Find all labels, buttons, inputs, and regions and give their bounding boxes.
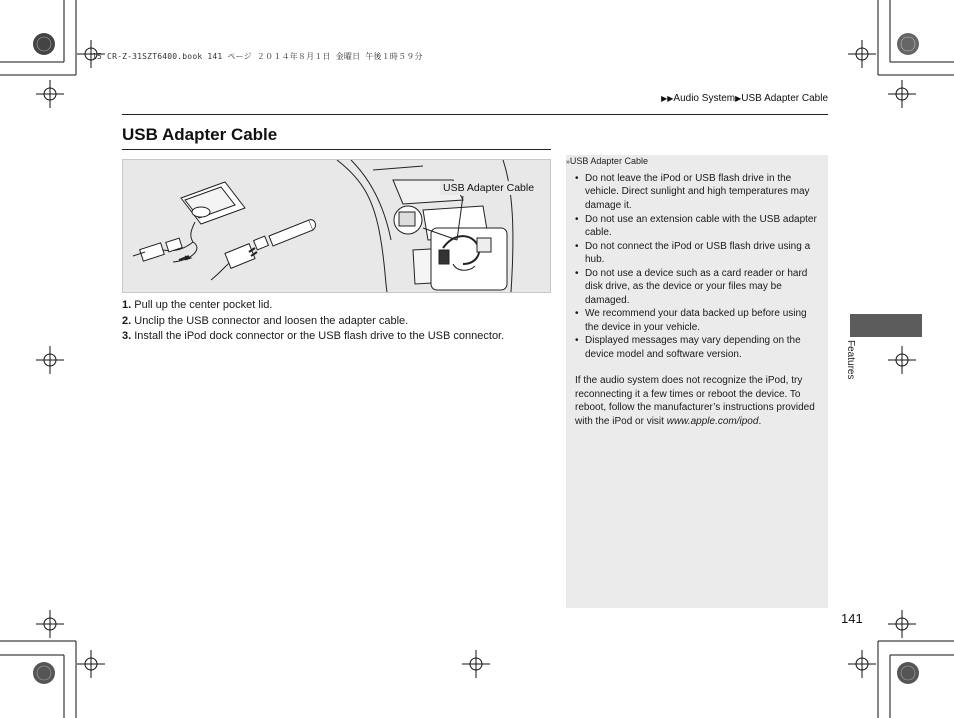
sidebar-bullet-list xyxy=(574,172,820,361)
callout-usb-adapter-cable: USB Adapter Cable xyxy=(440,181,537,195)
list-item: • Do not connect the iPod or USB flash drive using a hub. xyxy=(574,240,820,267)
breadcrumb xyxy=(661,93,828,104)
print-header: 15 CR-Z-31SZT6400.book 141 ページ ２０１４年８月１日 金曜日 午後１時５９分 xyxy=(92,52,423,61)
breadcrumb-separator-icon: ▶ xyxy=(735,94,742,103)
step-1 xyxy=(122,298,552,314)
list-item: • Do not use an extension cable with the USB adapter cable. xyxy=(574,213,820,240)
reference-arrow-icon: » xyxy=(566,159,570,166)
list-item: • Do not use a device such as a card reader or hard disk drive, as the device or your files may be damaged. xyxy=(574,267,820,307)
ipod-icon xyxy=(181,182,245,242)
sidebar-title-text: USB Adapter Cable xyxy=(569,156,648,166)
apple-link[interactable]: www.apple.com/ipod xyxy=(666,415,759,427)
page-number: 141 xyxy=(841,611,863,626)
usb-cable-illustration xyxy=(122,159,551,293)
instruction-steps xyxy=(122,298,552,345)
note-end: . xyxy=(758,415,762,427)
step-text: Pull up the center pocket lid. xyxy=(134,299,273,311)
step-3 xyxy=(122,329,552,345)
step-number: 2. xyxy=(122,314,132,327)
breadcrumb-section[interactable]: Audio System xyxy=(673,93,736,104)
step-2 xyxy=(122,314,552,330)
step-number: 1. xyxy=(122,299,132,311)
breadcrumb-page[interactable]: USB Adapter Cable xyxy=(741,93,828,104)
step-text: Unclip the USB connector and loosen the adapter cable. xyxy=(134,314,409,327)
features-tab-label: Features xyxy=(845,340,856,380)
title-rule xyxy=(122,149,551,150)
illustration-drawing xyxy=(123,160,550,292)
note-text: If the audio system does not recognize the iPod, try reconnecting it a few times or reboot the device. To reboot, follow the manufacturer’s instructions provided with the iPod or visit xyxy=(575,375,815,427)
page-title: USB Adapter Cable xyxy=(122,125,278,144)
list-item: • Do not leave the iPod or USB flash drive in the vehicle. Direct sunlight and high temperatures may damage it. xyxy=(574,172,820,212)
step-number: 3. xyxy=(122,330,132,342)
header-rule xyxy=(122,114,828,115)
step-text: Install the iPod dock connector or the USB flash drive to the USB connector. xyxy=(134,330,505,342)
breadcrumb-arrows-icon: ▶▶ xyxy=(661,94,674,103)
list-item: • Displayed messages may vary depending on the device model and software version. xyxy=(574,334,820,361)
features-tab[interactable] xyxy=(850,314,922,337)
list-item: • We recommend your data backed up before using the device in your vehicle. xyxy=(574,307,820,334)
sidebar-note xyxy=(575,374,819,428)
sidebar-title xyxy=(566,156,648,166)
